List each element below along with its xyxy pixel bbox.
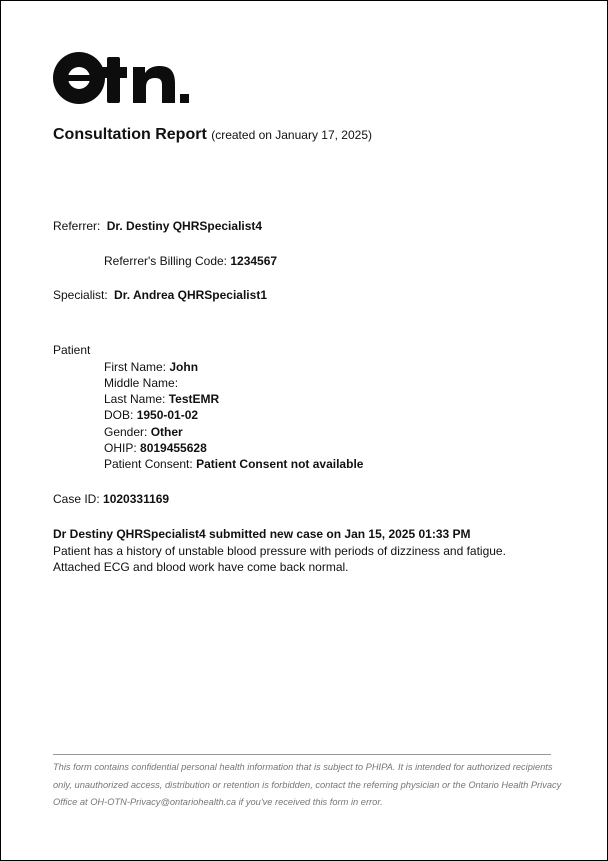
first-name-label: First Name:: [104, 360, 167, 374]
submission-note-line-2: Attached ECG and blood work have come back normal.: [53, 560, 349, 574]
otn-logo: [53, 51, 193, 107]
case-id-value: 1020331169: [103, 492, 170, 506]
dob-label: DOB:: [104, 408, 134, 422]
report-created-date: (created on January 17, 2025): [211, 128, 372, 142]
consent-value: Patient Consent not available: [196, 457, 364, 471]
patient-ohip: [104, 441, 207, 455]
middle-name-label: Middle Name:: [104, 376, 179, 390]
ohip-value: 8019455628: [140, 441, 207, 455]
patient-last-name: [104, 392, 219, 406]
patient-gender: [104, 425, 183, 439]
submission-note-line-1: Patient has a history of unstable blood pressure with periods of dizziness and fatigue.: [53, 543, 506, 558]
case-submission: [53, 526, 573, 576]
referrer-line: [53, 219, 262, 233]
logo-text: otn: [53, 51, 55, 52]
referrer-name: Dr. Destiny QHRSpecialist4: [106, 219, 263, 233]
first-name-value: John: [169, 360, 199, 374]
case-id-label: Case ID:: [53, 492, 100, 506]
patient-consent: [104, 457, 363, 471]
footer-divider: [53, 754, 551, 755]
gender-value: Other: [150, 425, 183, 439]
specialist-line: [53, 288, 267, 302]
patient-heading: Patient: [53, 343, 91, 357]
report-title: Consultation Report: [53, 126, 207, 143]
consent-label: Patient Consent:: [104, 457, 193, 471]
ohip-label: OHIP:: [104, 441, 137, 455]
privacy-footer: This form contains confidential personal health information that is subject to PHIPA. It is intended for authorized recipients only, unauthorized access, distribution or retention is forbidden, contact the referring physician or the Ontario Health Privacy Office at OH-OTN-Privacy@ontariohealth.ca if you've received this form in error.: [53, 762, 562, 807]
billing-code-label: Referrer's Billing Code:: [104, 254, 228, 268]
patient-dob: [104, 408, 198, 422]
specialist-name: Dr. Andrea QHRSpecialist1: [114, 288, 267, 302]
billing-code-value: 1234567: [230, 254, 278, 268]
referrer-label: Referrer:: [53, 219, 101, 233]
billing-code-line: [104, 254, 277, 268]
report-title-row: [53, 126, 372, 144]
last-name-value: TestEMR: [168, 392, 220, 406]
patient-first-name: [104, 360, 198, 374]
specialist-label: Specialist:: [53, 288, 108, 302]
case-id-line: [53, 492, 169, 506]
patient-middle-name: [104, 376, 178, 390]
submission-header: Dr Destiny QHRSpecialist4 submitted new case on Jan 15, 2025 01:33 PM: [53, 527, 471, 541]
gender-label: Gender:: [104, 425, 148, 439]
last-name-label: Last Name:: [104, 392, 166, 406]
dob-value: 1950-01-02: [136, 408, 199, 422]
